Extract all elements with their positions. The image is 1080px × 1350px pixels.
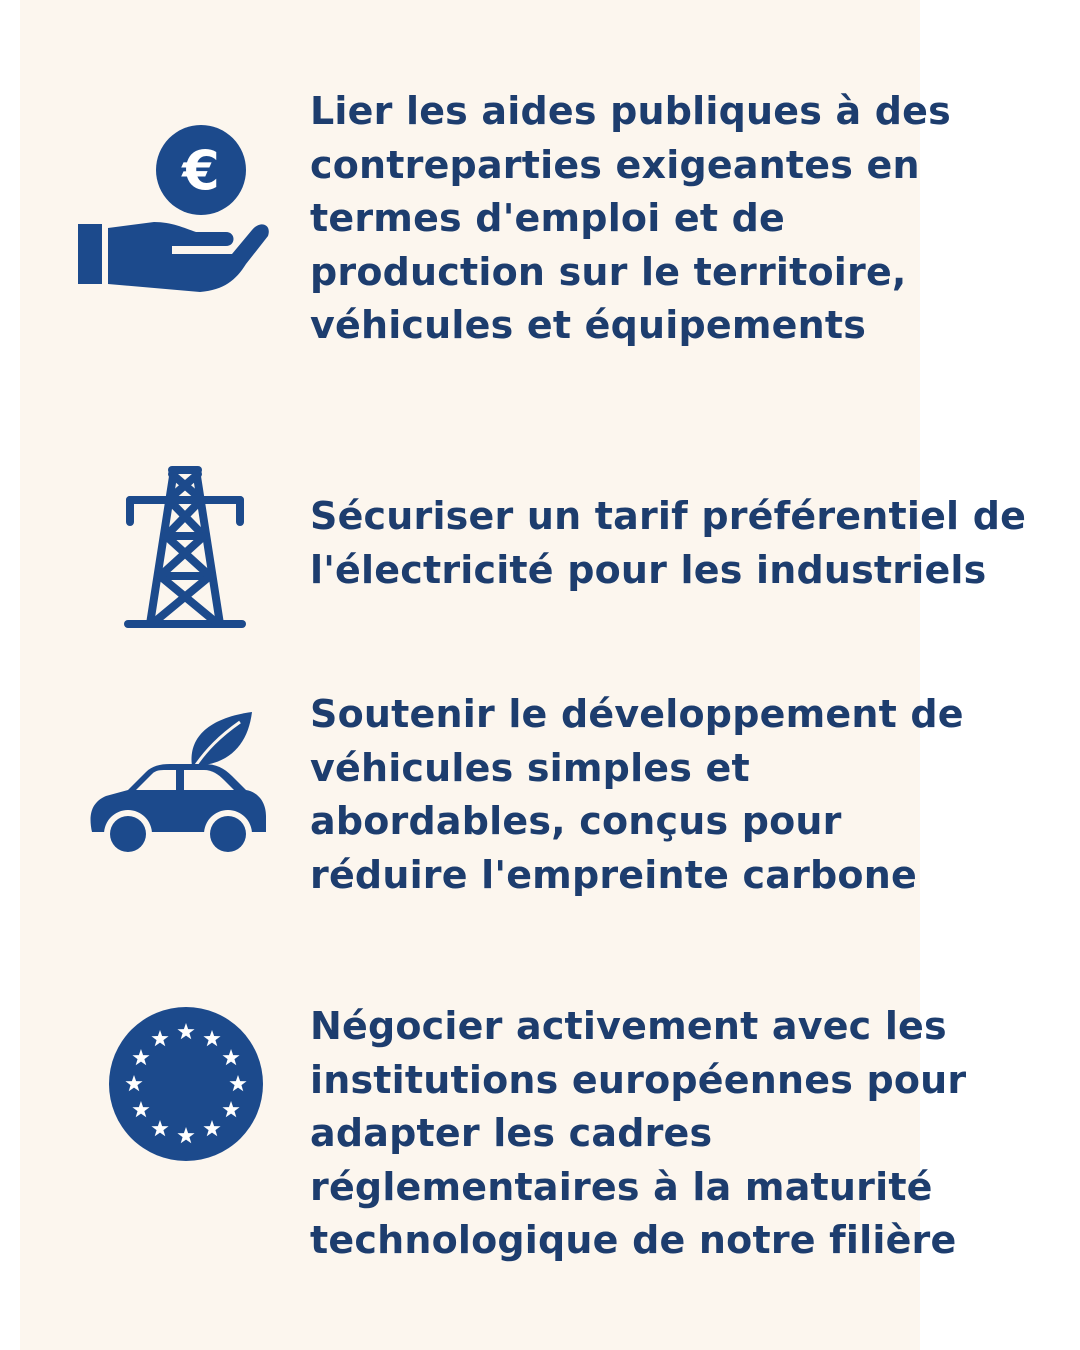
item-text: Lier les aides publiques à des contreparties exigeantes en termes d'emploi et de production sur le territoire, véhicules et équipements bbox=[310, 89, 951, 347]
item-text: Soutenir le développement de véhicules simples et abordables, conçus pour réduire l'empreinte carbone bbox=[310, 692, 964, 897]
eu-flag-circle-icon bbox=[108, 1005, 264, 1163]
eco-car-leaf-icon bbox=[84, 710, 268, 862]
svg-text:€: € bbox=[182, 139, 220, 202]
hand-euro-coin-icon bbox=[76, 122, 272, 300]
power-pylon-icon bbox=[122, 464, 248, 630]
item-text: Négocier activement avec les institutions européennes pour adapter les cadres réglementaires à la maturité technologique de notre filière bbox=[310, 1004, 967, 1262]
item-text: Sécuriser un tarif préférentiel de l'électricité pour les industriels bbox=[310, 494, 1027, 592]
